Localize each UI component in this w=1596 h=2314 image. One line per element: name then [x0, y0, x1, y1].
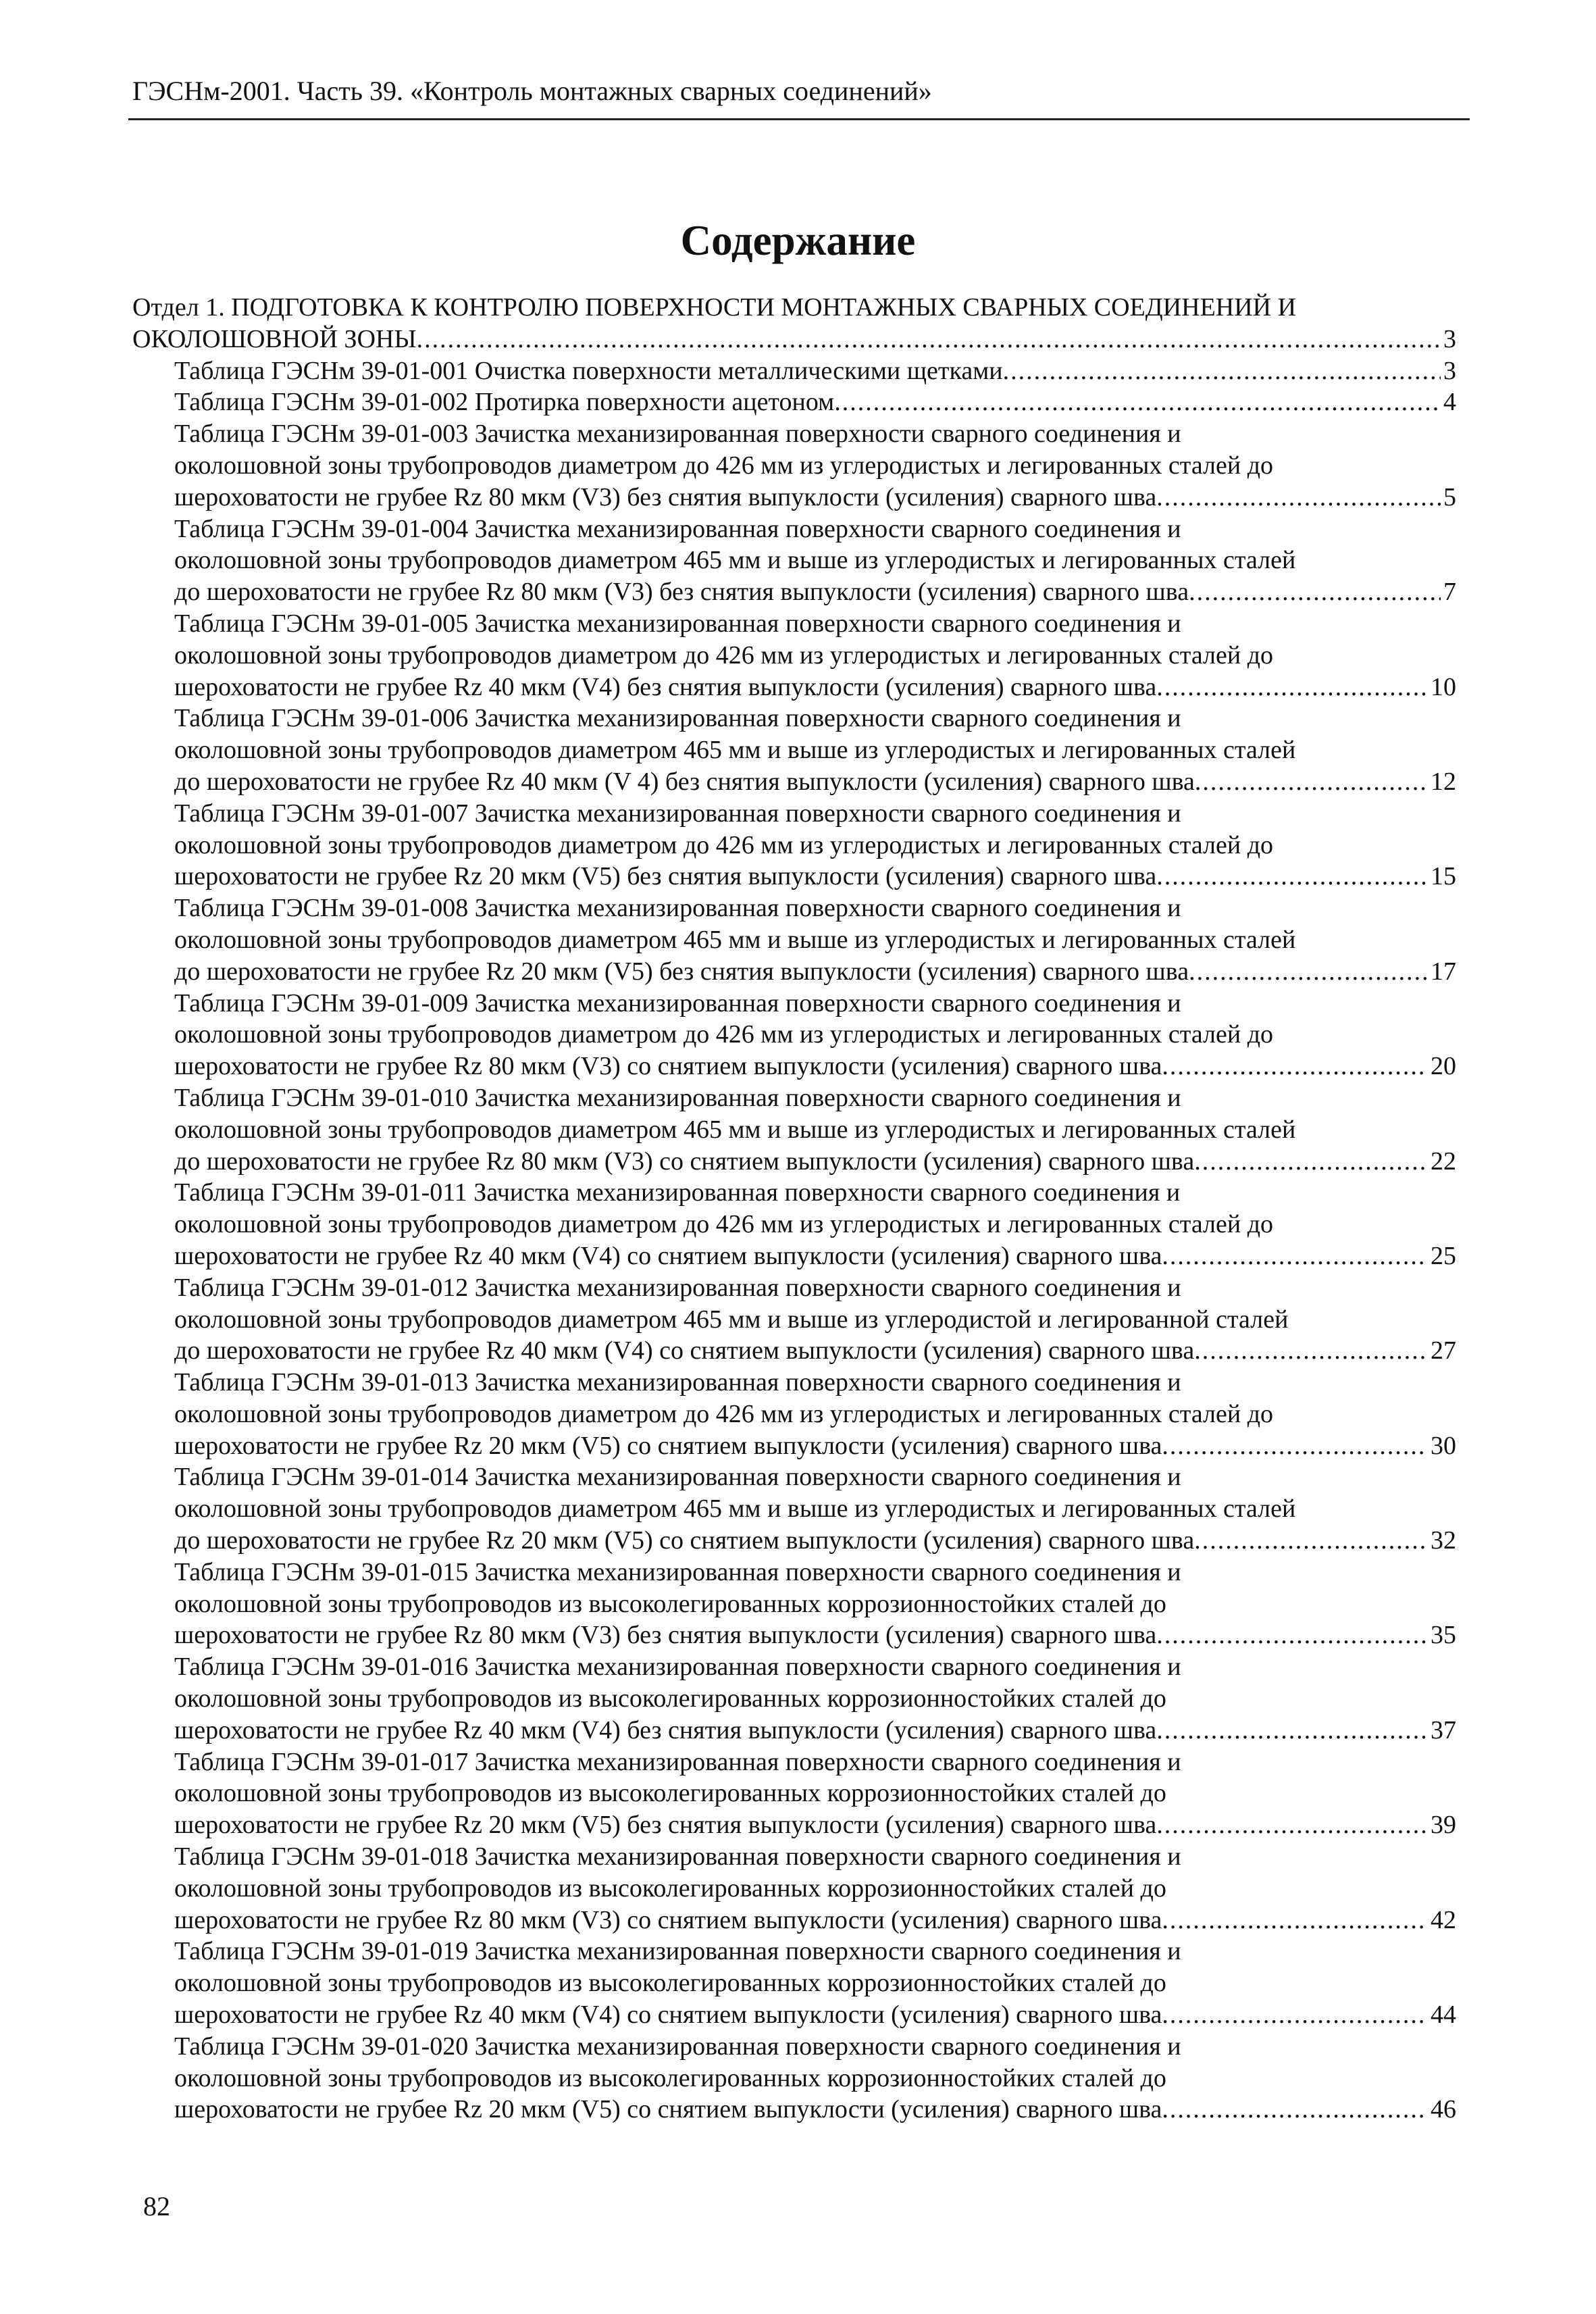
toc-entry-line: шероховатости не грубее Rz 20 мкм (V5) без снятия выпуклости (усиления) сварного шва [174, 1811, 1157, 1840]
toc-entry-line: Таблица ГЭСНм 39-01-017 Зачистка механизированная поверхности сварного соединения и [174, 1747, 1181, 1776]
dot-leader [1195, 766, 1428, 798]
toc-section-title-end [132, 324, 1456, 355]
toc-page-number: 46 [1431, 2095, 1456, 2124]
toc-entry-line: Таблица ГЭСНм 39-01-020 Зачистка механизированная поверхности сварного соединения и [174, 2032, 1181, 2061]
toc-page-number: 10 [1431, 672, 1456, 701]
toc-page-number: 44 [1431, 2001, 1456, 2030]
toc-page-number: 4 [1443, 388, 1456, 417]
toc-entry-last-line [132, 1335, 1456, 1367]
toc-entry-line: Таблица ГЭСНм 39-01-011 Зачистка механизированная поверхности сварного соединения и [174, 1178, 1181, 1207]
toc-page-number: 15 [1431, 862, 1456, 891]
dot-leader [1003, 355, 1441, 387]
toc-section[interactable] [132, 292, 1456, 355]
toc-entry-line: шероховатости не грубее Rz 20 мкм (V5) без снятия выпуклости (усиления) сварного шва [174, 862, 1157, 891]
toc-entry-line: Таблица ГЭСНм 39-01-019 Зачистка механизированная поверхности сварного соединения и [174, 1937, 1181, 1966]
dot-leader [417, 324, 1441, 355]
toc-entry[interactable] [132, 988, 1456, 1082]
toc-entries [132, 355, 1456, 2126]
toc-entry[interactable] [132, 892, 1456, 987]
table-of-contents [132, 292, 1456, 2126]
toc-entry-line: околошовной зоны трубопроводов диаметром до 426 мм из углеродистых и легированных сталей до [174, 451, 1274, 480]
dot-leader [1162, 1051, 1428, 1082]
toc-entry[interactable] [132, 798, 1456, 892]
toc-entry-line: шероховатости не грубее Rz 80 мкм (V3) со снятием выпуклости (усиления) сварного шва [174, 1052, 1162, 1081]
toc-page-number: 39 [1431, 1811, 1456, 1840]
toc-section-title: Отдел 1. ПОДГОТОВКА К КОНТРОЛЮ ПОВЕРХНОСТИ МОНТАЖНЫХ СВАРНЫХ СОЕДИНЕНИЙ И [132, 293, 1297, 322]
toc-entry-line: до шероховатости не грубее Rz 20 мкм (V5) со снятием выпуклости (усиления) сварного шва [174, 1526, 1195, 1555]
toc-page-number: 37 [1431, 1715, 1456, 1744]
dot-leader [834, 386, 1441, 418]
dot-leader [1162, 2094, 1428, 2126]
toc-section-title-text: ОКОЛОШОВНОЙ ЗОНЫ [132, 324, 417, 353]
toc-entry-line: околошовной зоны трубопроводов из высоколегированных коррозионностойких сталей до [174, 1684, 1166, 1713]
toc-entry-line: Таблица ГЭСНм 39-01-009 Зачистка механизированная поверхности сварного соединения и [174, 988, 1181, 1017]
dot-leader [1162, 1240, 1428, 1272]
dot-leader [1194, 1146, 1428, 1178]
toc-entry[interactable] [132, 1272, 1456, 1367]
toc-entry-line: шероховатости не грубее Rz 40 мкм (V4) со снятием выпуклости (усиления) сварного шва [174, 1241, 1162, 1270]
toc-entry-line: шероховатости не грубее Rz 80 мкм (V3) без снятия выпуклости (усиления) сварного шва [174, 1621, 1157, 1650]
toc-page-number: 27 [1431, 1336, 1456, 1365]
toc-entry-line: Таблица ГЭСНм 39-01-013 Зачистка механизированная поверхности сварного соединения и [174, 1368, 1181, 1397]
toc-entry[interactable] [132, 386, 1456, 418]
toc-entry-line: Таблица ГЭСНм 39-01-012 Зачистка механизированная поверхности сварного соединения и [174, 1273, 1181, 1302]
toc-entry-line: околошовной зоны трубопроводов диаметром 465 мм и выше из углеродистых и легированных сталей [174, 546, 1296, 575]
toc-entry-line: околошовной зоны трубопроводов диаметром до 426 мм из углеродистых и легированных сталей до [174, 1020, 1274, 1049]
dot-leader [1156, 1619, 1428, 1651]
toc-entry-line: околошовной зоны трубопроводов из высоколегированных коррозионностойких сталей до [174, 1969, 1166, 1998]
toc-entry-line: до шероховатости не грубее Rz 40 мкм (V4) со снятием выпуклости (усиления) сварного шва [174, 1336, 1195, 1365]
toc-entry-line: Таблица ГЭСНм 39-01-006 Зачистка механизированная поверхности сварного соединения и [174, 704, 1181, 733]
toc-entry-line: до шероховатости не грубее Rz 80 мкм (V3) без снятия выпуклости (усиления) сварного шва [174, 578, 1189, 607]
toc-entry-last-line [132, 482, 1456, 513]
toc-page-number: 25 [1431, 1241, 1456, 1270]
dot-leader [1162, 1905, 1428, 1936]
toc-entry-line: Таблица ГЭСНм 39-01-003 Зачистка механизированная поверхности сварного соединения и [174, 420, 1181, 449]
toc-entry-line: шероховатости не грубее Rz 20 мкм (V5) со снятием выпуклости (усиления) сварного шва [174, 2095, 1162, 2124]
toc-entry-last-line [132, 672, 1456, 703]
toc-entry-line: шероховатости не грубее Rz 40 мкм (V4) без снятия выпуклости (усиления) сварного шва [174, 1715, 1157, 1744]
toc-entry-line: шероховатости не грубее Rz 40 мкм (V4) без снятия выпуклости (усиления) сварного шва [174, 672, 1157, 701]
dot-leader [1194, 1335, 1428, 1367]
toc-entry-line: околошовной зоны трубопроводов из высоколегированных коррозионностойких сталей до [174, 1589, 1166, 1618]
toc-entry-line: Таблица ГЭСНм 39-01-015 Зачистка механизированная поверхности сварного соединения и [174, 1557, 1181, 1586]
toc-page-number: 17 [1431, 957, 1456, 986]
toc-entry-last-line [132, 1905, 1456, 1936]
toc-entry-line: Таблица ГЭСНм 39-01-004 Зачистка механизированная поверхности сварного соединения и [174, 514, 1181, 543]
toc-entry[interactable] [132, 513, 1456, 608]
toc-entry-last-line [132, 1051, 1456, 1082]
dot-leader [1156, 1715, 1428, 1746]
toc-entry-line: околошовной зоны трубопроводов из высоколегированных коррозионностойких сталей до [174, 2063, 1166, 2092]
toc-entry-line: околошовной зоны трубопроводов диаметром 465 мм и выше из углеродистой и легированной сталей [174, 1305, 1289, 1334]
toc-entry-line: шероховатости не грубее Rz 40 мкм (V4) со снятием выпуклости (усиления) сварного шва [174, 2001, 1162, 2030]
toc-entry-line: Таблица ГЭСНм 39-01-018 Зачистка механизированная поверхности сварного соединения и [174, 1842, 1181, 1871]
toc-entry-line: Таблица ГЭСНм 39-01-007 Зачистка механизированная поверхности сварного соединения и [174, 799, 1181, 828]
toc-entry-last-line [132, 1715, 1456, 1746]
toc-entry-line: околошовной зоны трубопроводов диаметром до 426 мм из углеродистых и легированных сталей до [174, 830, 1274, 859]
toc-entry-line: околошовной зоны трубопроводов диаметром 465 мм и выше из углеродистых и легированных сталей [174, 1115, 1296, 1144]
toc-entry-last-line [132, 766, 1456, 798]
toc-entry-last-line [132, 1430, 1456, 1462]
toc-entry-line: Таблица ГЭСНм 39-01-005 Зачистка механизированная поверхности сварного соединения и [174, 609, 1181, 638]
dot-leader [1162, 1999, 1428, 2031]
toc-entry-last-line [132, 1619, 1456, 1651]
toc-entry-line: околошовной зоны трубопроводов диаметром 465 мм и выше из углеродистых и легированных сталей [174, 925, 1296, 954]
running-header: ГЭСНм-2001. Часть 39. «Контроль монтажных сварных соединений» [132, 76, 932, 106]
toc-entry-line: Таблица ГЭСНм 39-01-016 Зачистка механизированная поверхности сварного соединения и [174, 1653, 1181, 1682]
dot-leader [1156, 1809, 1428, 1841]
toc-page-number: 7 [1443, 578, 1456, 607]
toc-page-number: 35 [1431, 1621, 1456, 1650]
toc-entry[interactable] [132, 1177, 1456, 1272]
toc-entry-line: Таблица ГЭСНм 39-01-001 Очистка поверхности металлическими щетками [174, 356, 1003, 385]
toc-page-number: 12 [1431, 767, 1456, 796]
toc-entry-line: околошовной зоны трубопроводов из высоколегированных коррозионностойких сталей до [174, 1779, 1166, 1808]
toc-page-number: 3 [1443, 356, 1456, 385]
dot-leader [1156, 672, 1428, 703]
dot-leader [1156, 861, 1428, 892]
dot-leader [1194, 1525, 1428, 1557]
toc-entry[interactable] [132, 703, 1456, 797]
toc-page-number: 32 [1431, 1526, 1456, 1555]
toc-entry-line: околошовной зоны трубопроводов диаметром до 426 мм из углеродистых и легированных сталей до [174, 1399, 1274, 1428]
toc-entry-last-line [132, 355, 1456, 387]
toc-entry-line: до шероховатости не грубее Rz 40 мкм (V 4) без снятия выпуклости (усиления) сварного шва [174, 767, 1195, 796]
toc-entry-last-line [132, 956, 1456, 988]
toc-entry[interactable] [132, 418, 1456, 513]
toc-page-number: 5 [1443, 482, 1456, 511]
toc-entry-line: Таблица ГЭСНм 39-01-014 Зачистка механизированная поверхности сварного соединения и [174, 1463, 1181, 1492]
toc-entry-line: Таблица ГЭСНм 39-01-010 Зачистка механизированная поверхности сварного соединения и [174, 1083, 1181, 1112]
toc-entry-last-line [132, 1999, 1456, 2031]
dot-leader [1162, 1430, 1428, 1462]
toc-entry-line: Таблица ГЭСНм 39-01-008 Зачистка механизированная поверхности сварного соединения и [174, 894, 1181, 923]
toc-page-number: 20 [1431, 1052, 1456, 1081]
toc-entry[interactable] [132, 1841, 1456, 1936]
toc-entry-line: до шероховатости не грубее Rz 80 мкм (V3) со снятием выпуклости (усиления) сварного шва [174, 1147, 1195, 1176]
toc-page-number: 3 [1443, 324, 1456, 353]
toc-entry-last-line [132, 1525, 1456, 1557]
toc-entry[interactable] [132, 1557, 1456, 1651]
toc-page-number: 22 [1431, 1147, 1456, 1176]
toc-entry-line: околошовной зоны трубопроводов из высоколегированных коррозионностойких сталей до [174, 1873, 1166, 1903]
toc-page-number: 42 [1431, 1905, 1456, 1934]
toc-entry-line: Таблица ГЭСНм 39-01-002 Протирка поверхности ацетоном [174, 388, 835, 417]
toc-entry-line: шероховатости не грубее Rz 20 мкм (V5) со снятием выпуклости (усиления) сварного шва [174, 1431, 1162, 1460]
toc-entry-line: до шероховатости не грубее Rz 20 мкм (V5) без снятия выпуклости (усиления) сварного шва [174, 957, 1189, 986]
dot-leader [1189, 956, 1428, 988]
toc-entry-last-line [132, 1809, 1456, 1841]
toc-entry-last-line [132, 861, 1456, 892]
toc-entry[interactable] [132, 1082, 1456, 1177]
toc-entry[interactable] [132, 1367, 1456, 1461]
toc-entry-last-line [132, 1146, 1456, 1178]
toc-entry-line: околошовной зоны трубопроводов диаметром 465 мм и выше из углеродистых и легированных сталей [174, 736, 1296, 765]
toc-entry[interactable] [132, 1936, 1456, 2030]
toc-entry-line: околошовной зоны трубопроводов диаметром до 426 мм из углеродистых и легированных сталей до [174, 1210, 1274, 1239]
dot-leader [1189, 576, 1441, 608]
toc-entry-line: шероховатости не грубее Rz 80 мкм (V3) со снятием выпуклости (усиления) сварного шва [174, 1905, 1162, 1934]
toc-entry-last-line [132, 576, 1456, 608]
toc-entry-last-line [132, 2094, 1456, 2126]
page-title: Содержание [680, 217, 916, 264]
toc-page-number: 30 [1431, 1431, 1456, 1460]
dot-leader [1156, 482, 1441, 513]
toc-entry[interactable] [132, 1746, 1456, 1841]
toc-entry[interactable] [132, 1651, 1456, 1746]
toc-entry-last-line [132, 1240, 1456, 1272]
toc-entry[interactable] [132, 1461, 1456, 1556]
toc-entry-last-line [132, 386, 1456, 418]
toc-entry[interactable] [132, 355, 1456, 387]
page-number: 82 [143, 2191, 170, 2221]
toc-entry[interactable] [132, 608, 1456, 703]
toc-entry-line: околошовной зоны трубопроводов диаметром до 426 мм из углеродистых и легированных сталей до [174, 640, 1274, 670]
toc-entry-line: околошовной зоны трубопроводов диаметром 465 мм и выше из углеродистых и легированных сталей [174, 1494, 1296, 1524]
toc-entry[interactable] [132, 2031, 1456, 2126]
toc-entry-line: шероховатости не грубее Rz 80 мкм (V3) без снятия выпуклости (усиления) сварного шва [174, 482, 1157, 511]
header-rule [128, 118, 1470, 120]
